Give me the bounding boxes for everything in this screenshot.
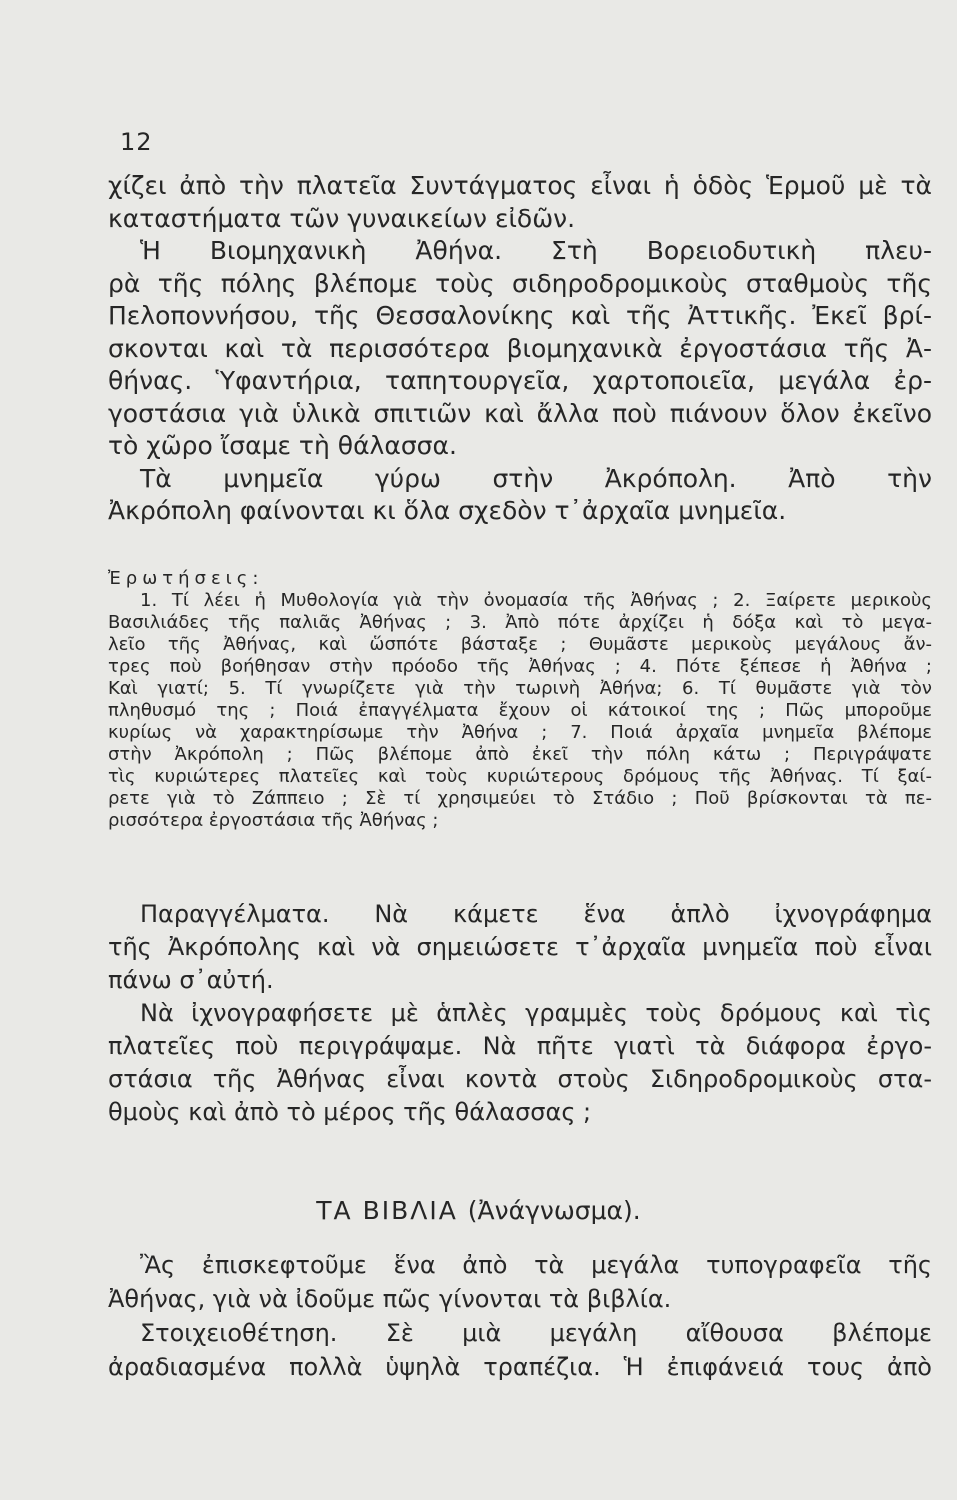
text-line: σκονται καὶ τὰ περισσότερα βιομηχανικὰ ἐργοστάσια τῆς Ἀ- — [108, 333, 932, 363]
text-line: ἀραδιασμένα πολλὰ ὑψηλὰ τραπέζια. Ἡ ἐπιφάνειά τους ἀπὸ — [108, 1353, 932, 1381]
intro-text — [108, 170, 932, 528]
reading-section — [108, 1248, 932, 1384]
instructions-heading-line: Παραγγέλματα. Νὰ κάμετε ἕνα ἁπλὸ ἰχνογράφημα — [140, 900, 932, 928]
question-line: λεῖο τῆς Ἀθήνας, καὶ ὥσπότε βάσταξε ; Θυμᾶστε μερικοὺς μεγάλους ἄν- — [108, 634, 932, 655]
question-line: Βασιλιάδες τῆς παλιᾶς Ἀθήνας ; 3. Ἀπὸ πότε ἀρχίζει ἡ δόξα καὶ τὸ μεγα- — [108, 612, 932, 633]
text-line: πάνω σ᾽αὐτή. — [108, 966, 274, 994]
questions-section — [108, 568, 932, 832]
instructions-section — [108, 898, 932, 1129]
text-line: Πελοποννήσου, τῆς Θεσσαλονίκης καὶ τῆς Ἀττικῆς. Ἐκεῖ βρί- — [108, 301, 932, 330]
question-line: Καὶ γιατί; 5. Τί γνωρίζετε γιὰ τὴν τωρινὴ Ἀθήνα; 6. Τί θυμᾶστε γιὰ τὸν — [108, 678, 932, 699]
section-title-main: ΤΑ ΒΙΒΛΙΑ — [316, 1196, 458, 1225]
questions-heading: Ἐρωτήσεις: — [108, 568, 264, 589]
subheading-line: Ἡ Βιομηχανικὴ Ἀθήνα. Στὴ Βορειοδυτικὴ πλευ- — [140, 236, 932, 265]
text-line: Ἀκρόπολη φαίνονται κι ὅλα σχεδὸν τ᾽ἀρχαῖα μνημεῖα. — [108, 496, 787, 525]
question-line: πληθυσμό της ; Ποιά ἐπαγγέλματα ἔχουν οἱ κάτοικοί της ; Πῶς μποροῦμε — [108, 700, 932, 721]
text-line: πλατεῖες ποὺ περιγράψαμε. Νὰ πῆτε γιατὶ τὰ διάφορα ἐργο- — [108, 1032, 932, 1060]
question-line: στὴν Ἀκρόπολη ; Πῶς βλέπομε ἀπὸ ἐκεῖ τὴν πόλη κάτω ; Περιγράψατε — [108, 744, 932, 765]
subheading-line: Τὰ μνημεῖα γύρω στὴν Ἀκρόπολη. Ἀπὸ τὴν — [140, 463, 932, 493]
question-line: τὶς κυριώτερες πλατεῖες καὶ τοὺς κυριώτερους δρόμους τῆς Ἀθήνας. Τί ξαί- — [108, 766, 932, 787]
question-line: 1. Τί λέει ἡ Μυθολογία γιὰ τὴν ὀνομασία τῆς Ἀθήνας ; 2. Ξαίρετε μερικοὺς — [140, 590, 932, 611]
text-line: Ἀθήνας, γιὰ νὰ ἰδοῦμε πῶς γίνονται τὰ βιβλία. — [108, 1285, 672, 1313]
text-line: στάσια τῆς Ἀθήνας εἶναι κοντὰ στοὺς Σιδηροδρομικοὺς στα- — [108, 1065, 932, 1093]
text-line: ρὰ τῆς πόλης βλέπομε τοὺς σιδηροδρομικοὺς σταθμοὺς τῆς — [108, 268, 932, 298]
question-line: ρετε γιὰ τὸ Ζάππειο ; Σὲ τί χρησιμεύει τὸ Στάδιο ; Ποῦ βρίσκονται τὰ πε- — [108, 788, 932, 809]
text-line: θήνας. Ὑφαντήρια, ταπητουργεῖα, χαρτοποιεῖα, μεγάλα ἐρ- — [108, 366, 932, 395]
text-line: χίζει ἀπὸ τὴν πλατεῖα Συντάγματος εἶναι ἡ ὁδὸς Ἑρμοῦ μὲ τὰ — [108, 171, 932, 200]
text-line: τὸ χῶρο ἴσαμε τὴ θάλασσα. — [108, 431, 457, 460]
text-line: καταστήματα τῶν γυναικείων εἰδῶν. — [108, 203, 576, 233]
text-line: Νὰ ἰχνογραφήσετε μὲ ἁπλὲς γραμμὲς τοὺς δρόμους καὶ τὶς — [140, 999, 932, 1027]
text-line: γοστάσια γιὰ ὑλικὰ σπιτιῶν καὶ ἄλλα ποὺ πιάνουν ὅλον ἐκεῖνο — [108, 398, 932, 428]
text-line: Ἂς ἐπισκεφτοῦμε ἕνα ἀπὸ τὰ μεγάλα τυπογραφεῖα τῆς — [140, 1251, 932, 1279]
question-line: τρες ποὺ βοήθησαν στὴν πρόοδο τῆς Ἀθήνας ; 4. Πότε ξέπεσε ἡ Ἀθήνα ; — [108, 656, 932, 677]
question-line: ρισσότερα ἐργοστάσια τῆς Ἀθήνας ; — [108, 810, 439, 831]
question-line: κυρίως νὰ χαρακτηρίσωμε τὴν Ἀθήνα ; 7. Ποιά ἀρχαῖα μνημεῖα βλέπομε — [108, 722, 932, 743]
page-number: 12 — [120, 128, 153, 156]
text-line: τῆς Ἀκρόπολης καὶ νὰ σημειώσετε τ᾽ἀρχαῖα μνημεῖα ποὺ εἶναι — [108, 933, 932, 961]
text-line: θμοὺς καὶ ἀπὸ τὸ μέρος τῆς θάλασσας ; — [108, 1098, 592, 1126]
section-title — [0, 1196, 957, 1225]
section-title-sub: (Ἀνάγνωσμα). — [467, 1196, 641, 1225]
subheading-line: Στοιχειοθέτηση. Σὲ μιὰ μεγάλη αἴθουσα βλέπομε — [140, 1319, 932, 1347]
